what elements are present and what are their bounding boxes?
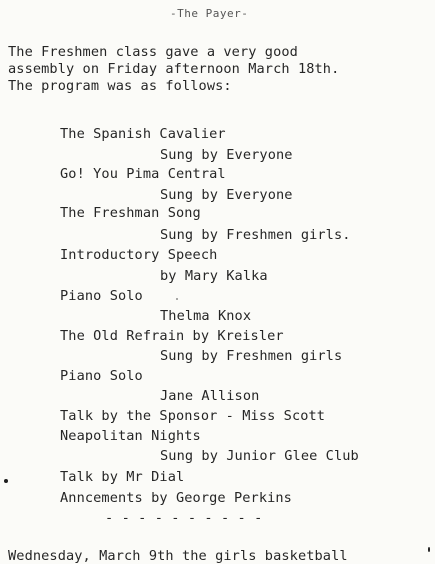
intro-line: The Freshmen class gave a very good [8,44,298,60]
program-item-title: Neapolitan Nights [60,428,201,444]
ink-dot [176,298,178,300]
ink-dot [4,479,8,483]
program-item-detail: Sung by Freshmen girls [160,348,343,364]
intro-line: assembly on Friday afternoon March 18th. [8,61,340,77]
program-item-title: Piano Solo [60,288,143,304]
program-item-title: Go! You Pima Central [60,166,226,182]
program-item-detail: Jane Allison [160,388,260,404]
page-header: -The Payer- [170,7,249,20]
section-divider: - - - - - - - - - - [105,510,263,526]
program-item-detail: Sung by Freshmen girls. [160,227,351,243]
program-item-detail: Sung by Everyone [160,187,293,203]
program-item-detail: Thelma Knox [160,308,252,324]
footer-line: Wednesday, March 9th the girls basketball [8,548,348,564]
intro-line: The program was as follows: [8,78,232,94]
program-item-title: The Freshman Song [60,205,201,221]
program-item-title: The Spanish Cavalier [60,126,226,142]
program-item-detail: Sung by Everyone [160,147,293,163]
program-item-detail: Sung by Junior Glee Club [160,448,359,464]
program-item-title: Introductory Speech [60,247,218,263]
program-item-detail: by Mary Kalka [160,268,268,284]
program-item-title: Piano Solo [60,368,143,384]
ink-dot [428,547,430,552]
program-item-title: Talk by Mr Dial [60,469,185,485]
program-item-title: The Old Refrain by Kreisler [60,328,284,344]
program-item-title: Talk by the Sponsor - Miss Scott [60,408,326,424]
program-item-title: Anncements by George Perkins [60,490,292,506]
